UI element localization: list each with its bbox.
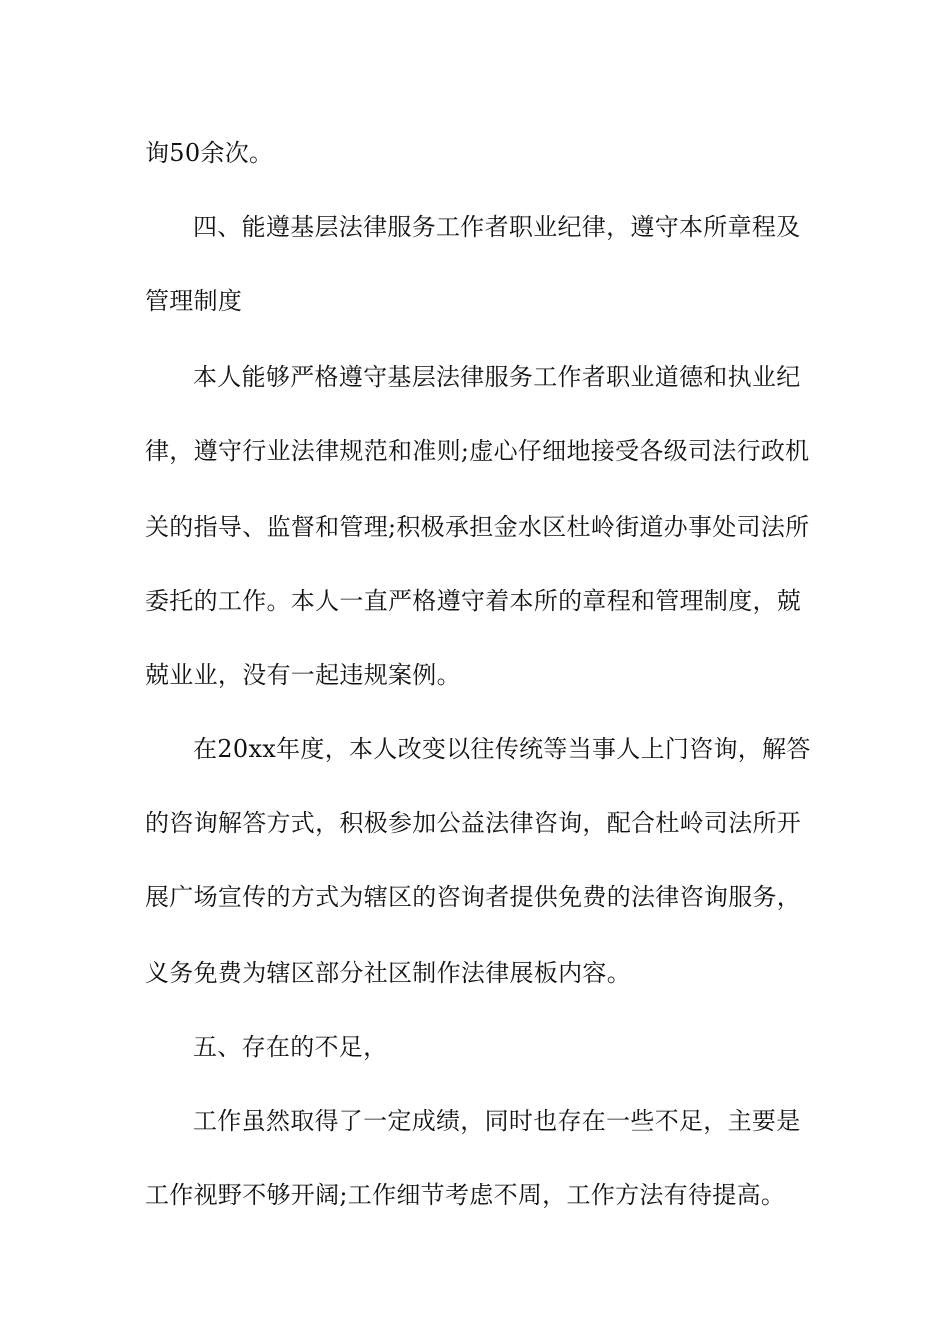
text-line: 兢业业，没有一起违规案例。	[145, 661, 461, 689]
text-line: 管理制度	[145, 287, 243, 315]
text-line: 在20xx年度，本人改变以往传统等当事人上门咨询，解答	[193, 735, 811, 763]
section-heading: 五、存在的不足，	[193, 1033, 388, 1061]
section-heading: 四、能遵基层法律服务工作者职业纪律，遵守本所章程及	[193, 213, 801, 241]
text-line: 义务免费为辖区部分社区制作法律展板内容。	[145, 959, 631, 987]
text-line: 本人能够严格遵守基层法律服务工作者职业道德和执业纪	[193, 363, 801, 391]
text-line: 工作视野不够开阔;工作细节考虑不周，工作方法有待提高。	[145, 1181, 786, 1209]
text-line: 关的指导、监督和管理;积极承担金水区杜岭街道办事处司法所	[145, 513, 810, 541]
text-line: 的咨询解答方式，积极参加公益法律咨询，配合杜岭司法所开	[145, 809, 802, 837]
text-line: 展广场宣传的方式为辖区的咨询者提供免费的法律咨询服务，	[145, 883, 802, 911]
text-line: 询50余次。	[145, 139, 274, 167]
text-line: 律，遵守行业法律规范和准则;虚心仔细地接受各级司法行政机	[145, 437, 810, 465]
text-line: 委托的工作。本人一直严格遵守着本所的章程和管理制度，兢	[145, 587, 802, 615]
text-line: 工作虽然取得了一定成绩，同时也存在一些不足，主要是	[193, 1107, 801, 1135]
